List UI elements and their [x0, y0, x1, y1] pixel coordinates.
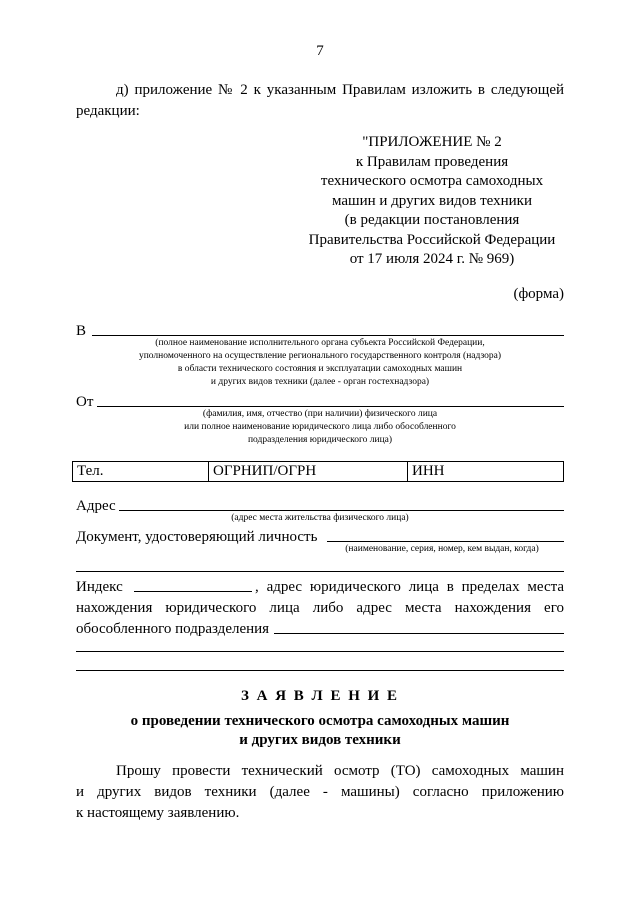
- from-hint-line-2: или полное наименование юридического лица либо обособленного: [184, 422, 456, 432]
- appendix-line-7: от 17 июля 2024 г. № 969): [349, 251, 515, 267]
- body-line-2: и других видов техники (далее - машины) согласно приложению: [76, 784, 564, 800]
- index-line-1-rest: , адрес юридического лица в пределах места: [255, 579, 564, 595]
- inn-cell[interactable]: ИНН: [408, 462, 564, 482]
- appendix-line-6: Правительства Российской Федерации: [308, 231, 556, 248]
- index-field-line[interactable]: [134, 591, 252, 592]
- address-hint: (адрес места жительства физического лица): [231, 513, 409, 523]
- appendix-line-4: машин и других видов техники: [331, 192, 532, 209]
- page-number: 7: [316, 43, 324, 59]
- appendix-line-1: "ПРИЛОЖЕНИЕ № 2: [362, 134, 502, 150]
- appendix-line-2: к Правилам проведения: [355, 153, 509, 170]
- index-line-3-label: обособленного подразделения: [76, 621, 270, 637]
- to-hint-line-3: в области технического состояния и эксплуатации самоходных машин: [177, 364, 463, 374]
- from-hint-line-1: (фамилия, имя, отчество (при наличии) физического лица: [202, 409, 438, 419]
- from-label: От: [76, 394, 94, 410]
- from-hint: [76, 408, 564, 447]
- to-hint: [76, 337, 564, 389]
- intro-line-2: редакции:: [76, 103, 140, 119]
- statement-subtitle-1: о проведении технического осмотра самоходных машин: [130, 713, 510, 729]
- address-label: Адрес: [76, 498, 116, 514]
- appendix-line-3: технического осмотра самоходных: [320, 173, 544, 189]
- document-hint: (наименование, серия, номер, кем выдан, когда): [345, 544, 539, 554]
- to-label: В: [76, 323, 87, 339]
- index-label: Индекс: [76, 579, 123, 595]
- document-label: Документ, удостоверяющий личность: [76, 529, 318, 545]
- intro-line-1: д) приложение № 2 к указанным Правилам изложить в следующей: [116, 82, 564, 98]
- to-hint-line-2: уполномоченного на осуществление регионального государственного контроля (надзора): [138, 351, 502, 361]
- statement-subtitle-2: и других видов техники: [239, 732, 401, 748]
- to-hint-line-4: и других видов техники (далее - орган гостехнадзора): [210, 377, 430, 387]
- extra-line-1[interactable]: [76, 651, 564, 652]
- body-line-1: Прошу провести технический осмотр (ТО) самоходных машин: [116, 763, 564, 779]
- appendix-line-5: (в редакции постановления: [344, 212, 520, 228]
- extra-line-2[interactable]: [76, 670, 564, 671]
- form-label: (форма): [513, 286, 564, 302]
- tel-cell[interactable]: Тел.: [73, 462, 209, 482]
- contact-table: [72, 461, 564, 482]
- ogrn-cell[interactable]: ОГРНИП/ОГРН: [209, 462, 408, 482]
- address-field-line[interactable]: [119, 510, 564, 511]
- to-field-line[interactable]: [92, 335, 564, 336]
- body-line-3: к настоящему заявлению.: [76, 805, 240, 821]
- from-hint-line-3: подразделения юридического лица): [247, 435, 393, 445]
- subdivision-field-line[interactable]: [274, 633, 564, 634]
- to-hint-line-1: (полное наименование исполнительного органа субъекта Российской Федерации,: [155, 338, 485, 348]
- index-line-2: нахождения юридического лица либо адрес места нахождения его: [76, 600, 564, 616]
- appendix-header: [298, 133, 566, 270]
- document-field-line[interactable]: [327, 541, 564, 542]
- document-extra-line[interactable]: [76, 571, 564, 572]
- statement-title: З А Я В Л Е Н И Е: [240, 688, 400, 704]
- from-field-line[interactable]: [97, 406, 564, 407]
